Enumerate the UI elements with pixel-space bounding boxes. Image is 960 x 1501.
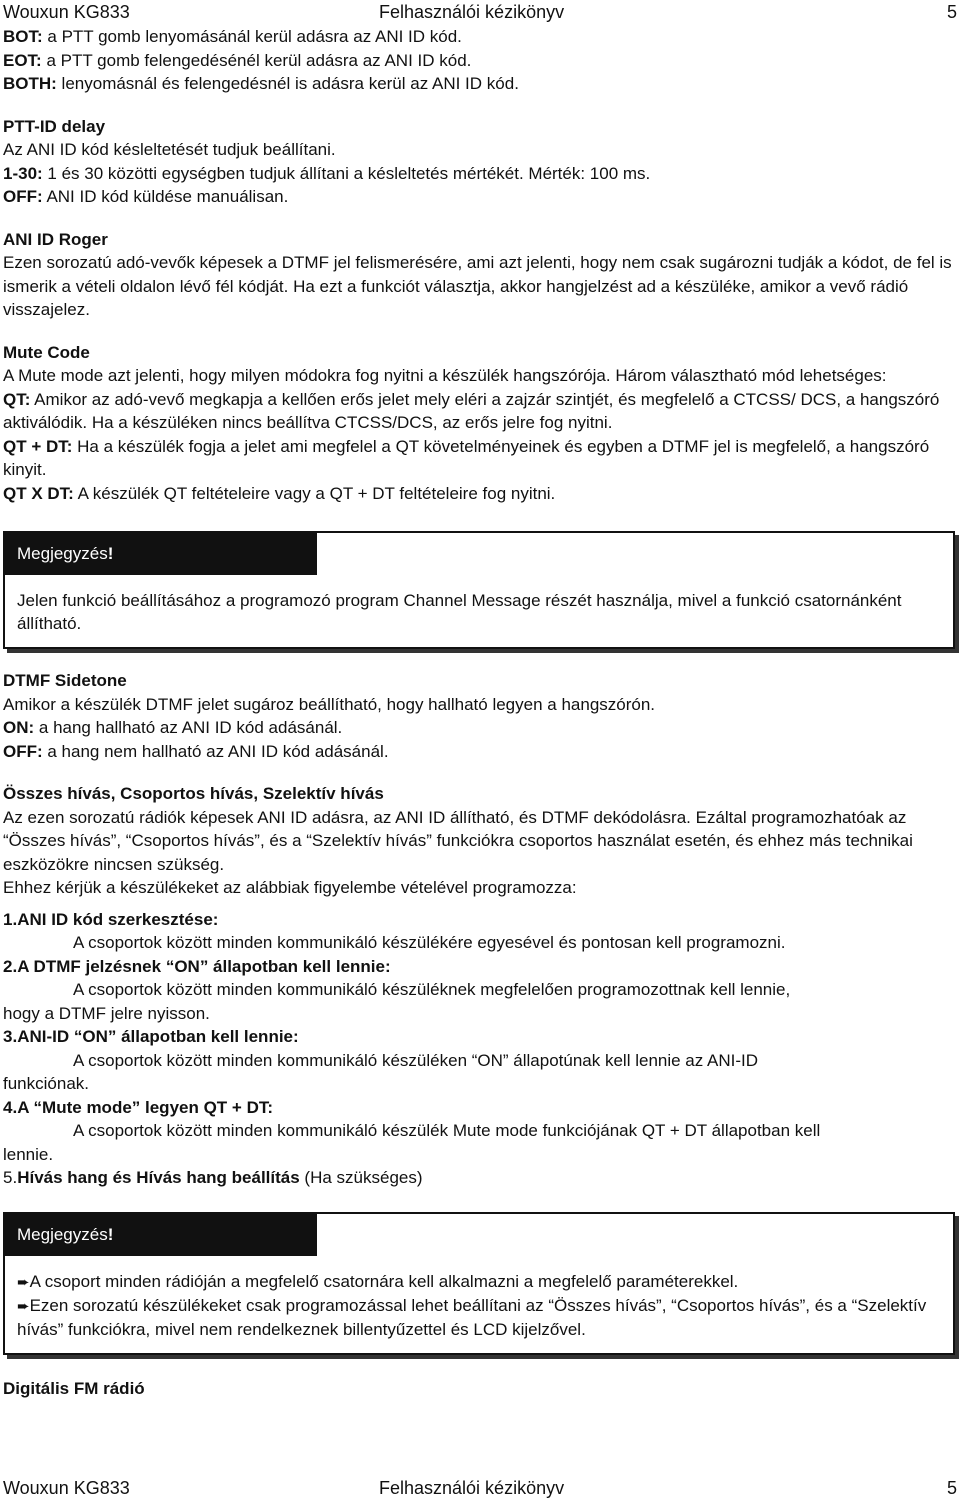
- mute-qt-text: Amikor az adó-vevő megkapja a kellően erős jelet mely eléri a zajzár szintjét, és megfelelő a CTCSS/ DCS, a hangszóró aktiválódik. Ha a készüléken nincs beállítva CTCSS/DCS, az erős jelre fog nyitni.: [3, 389, 940, 432]
- note-1-exclamation: !: [107, 544, 114, 563]
- dtmf-sidetone-heading: [3, 669, 955, 693]
- note-2-body: [5, 1256, 953, 1353]
- dtmf-sidetone-off-term: OFF:: [3, 741, 43, 761]
- note-2-exclamation: !: [107, 1224, 114, 1244]
- dtmf-sidetone-on: [3, 716, 955, 740]
- ptt-delay-intro: Az ANI ID kód késleltetését tudjuk beállítani.: [3, 140, 336, 159]
- both-term: BOTH:: [3, 74, 57, 93]
- list-item-2-title: [3, 955, 955, 979]
- digital-fm-heading: [3, 1377, 955, 1401]
- mute-qt-dt: [3, 435, 955, 482]
- digital-fm-title: Digitális FM rádió: [3, 1378, 145, 1398]
- mute-code-text: A Mute mode azt jelenti, hogy milyen módokra fog nyitni a készülék hangszórója. Három választható mód lehetséges:: [3, 366, 887, 385]
- list-item-3-number: 3.: [3, 1027, 18, 1046]
- list-item-4-title: [3, 1096, 955, 1120]
- footer-product: Wouxun KG833: [3, 1478, 130, 1498]
- note-box-2: [3, 1212, 955, 1355]
- ptt-delay-option-1-term: 1-30:: [3, 163, 43, 183]
- both-line: [3, 72, 955, 96]
- dtmf-sidetone-on-term: ON:: [3, 718, 35, 737]
- list-item-5-number: 5.: [3, 1168, 18, 1187]
- note-2-bullet-1-text: A csoport minden rádióján a megfelelő csatornára kell alkalmazni a megfelelő paraméterekkel.: [29, 1271, 739, 1291]
- eot-text: a PTT gomb felengedésénél kerül adásra az ANI ID kód.: [41, 50, 472, 70]
- list-item-5-heading: Hívás hang és Hívás hang beállítás: [17, 1168, 300, 1187]
- mute-qt-term: QT:: [3, 389, 31, 409]
- list-item-1-number: 1.: [3, 909, 18, 929]
- group-calls-text-2: Ehhez kérjük a készülékeket az alábbiak figyelembe vételével programozza:: [3, 878, 577, 897]
- list-item-5-suffix: (Ha szükséges): [299, 1168, 423, 1187]
- header-product: Wouxun KG833: [3, 2, 130, 22]
- header-page-number: 5: [946, 2, 957, 22]
- note-2-bullet-2: [17, 1294, 941, 1341]
- dtmf-sidetone-on-text: a hang hallható az ANI ID kód adásánál.: [34, 718, 343, 737]
- note-2-bullet-2-text: Ezen sorozatú készülékeket csak programozással lehet beállítani az “Összes hívás”, “Csoportos hívás”, és a “Szelektív hívás” funkciókra, mivel nem rendelkeznek billentyűzettel és LCD kijelzővel.: [17, 1295, 927, 1339]
- footer-page-number: 5: [946, 1478, 957, 1498]
- ptt-delay-option-1-text: 1 és 30 közötti egységben tudjuk állítani a késleltetés mértékét. Mérték: 100 ms.: [42, 163, 651, 183]
- group-calls-title: Összes hívás, Csoportos hívás, Szelektív hívás: [3, 784, 384, 803]
- list-item-4-text: A csoportok között minden kommunikáló készülék Mute mode funkciójának QT + DT állapotban kell: [73, 1121, 821, 1140]
- arrow-right-icon: ➨: [17, 1297, 30, 1315]
- list-item-2-number: 2.: [3, 956, 18, 976]
- ani-roger-text: Ezen sorozatú adó-vevők képesek a DTMF jel felismerésére, ami azt jelenti, hogy nem csak sugározni tudják a kódot, de fel is ismerik a vételi oldalon lévő fél kódját. Ha ezt a funkciót választja, akkor hangjelzést ad a készüléke, amikor a vevő rádió visszajelez.: [3, 253, 952, 319]
- mute-qt-dt-text: Ha a készülék fogja a jelet ami megfelel a QT követelményeinek és egyben a DTMF jel is megfelelő, a hangszóró kinyit.: [3, 436, 930, 479]
- mute-qt-x-dt: [3, 482, 955, 506]
- list-item-5: [3, 1166, 955, 1190]
- group-calls-heading: [3, 782, 955, 806]
- header-manual-title: Felhasználói kézikönyv: [379, 2, 565, 22]
- list-item-3-text: A csoportok között minden kommunikáló készüléken “ON” állapotúnak kell lennie az ANI-ID: [73, 1050, 759, 1070]
- ptt-delay-option-2-text: ANI ID kód küldése manuálisan.: [42, 187, 289, 206]
- list-item-2-text: A csoportok között minden kommunikáló készüléknek megfelelően programozottnak kell lennie,: [73, 980, 791, 999]
- page-footer: [0, 1476, 960, 1500]
- bot-term: BOT:: [3, 27, 43, 46]
- list-item-3-heading: ANI-ID “ON” állapotban kell lennie:: [17, 1027, 299, 1046]
- bot-line: [3, 25, 955, 49]
- dtmf-sidetone-off: [3, 740, 955, 764]
- note-2-title: Megjegyzés: [17, 1224, 108, 1244]
- note-2-bullet-1: [17, 1270, 941, 1294]
- list-item-4-number: 4.: [3, 1097, 18, 1117]
- list-item-1-text: A csoportok között minden kommunikáló készülékére egyesével és pontosan kell programozni.: [73, 933, 786, 952]
- mute-qt-x-dt-term: QT X DT:: [3, 483, 74, 503]
- list-item-3-title: [3, 1025, 955, 1049]
- eot-term: EOT:: [3, 50, 42, 70]
- list-item-3-text-cont: funkciónak.: [3, 1074, 89, 1093]
- arrow-right-icon: ➨: [17, 1273, 30, 1291]
- note-1-title-bar: [5, 533, 317, 575]
- note-1-body: Jelen funkció beállításához a programozó program Channel Message részét használja, mivel a funkció csatornánként állítható.: [17, 591, 902, 633]
- list-item-1-heading: ANI ID kód szerkesztése:: [17, 909, 219, 929]
- mute-code-title: Mute Code: [3, 342, 90, 362]
- list-item-4-text-cont: lennie.: [3, 1144, 54, 1164]
- mute-code-heading: [3, 341, 955, 365]
- ptt-delay-heading: [3, 115, 955, 139]
- note-1-title: Megjegyzés: [17, 544, 108, 563]
- mute-qt-dt-term: QT + DT:: [3, 436, 73, 456]
- page-content: [3, 25, 955, 1400]
- dtmf-sidetone-title: DTMF Sidetone: [3, 671, 127, 690]
- note-2-title-bar: [5, 1214, 317, 1256]
- dtmf-sidetone-off-text: a hang nem hallható az ANI ID kód adásánál.: [42, 741, 389, 761]
- list-item-1-title: [3, 908, 955, 932]
- mute-qt-x-dt-text: A készülék QT feltételeire vagy a QT + DT feltételeire fog nyitni.: [73, 483, 556, 503]
- list-item-2-text-cont: hogy a DTMF jelre nyisson.: [3, 1003, 210, 1023]
- list-item-2-heading: A DTMF jelzésnek “ON” állapotban kell lennie:: [17, 956, 391, 976]
- footer-manual-title: Felhasználói kézikönyv: [379, 1478, 565, 1498]
- eot-line: [3, 49, 955, 73]
- both-text: lenyomásnál és felengedésnél is adásra kerül az ANI ID kód.: [56, 74, 519, 93]
- bot-text: a PTT gomb lenyomásánál kerül adásra az ANI ID kód.: [42, 27, 462, 46]
- list-item-4-heading: A “Mute mode” legyen QT + DT:: [17, 1097, 274, 1117]
- ani-roger-title: ANI ID Roger: [3, 229, 108, 249]
- group-calls-text: Az ezen sorozatú rádiók képesek ANI ID adásra, az ANI ID állítható, és DTMF dekódolásra. Ezáltal programozhatóak az “Összes hívás”, “Csoportos hívás”, és a “Szelektív hívás” funkciókra csoportos használat esetén, és ehhez más technikai eszközökre nincsen szükség.: [3, 807, 913, 874]
- dtmf-sidetone-intro: Amikor a készülék DTMF jelet sugároz beállítható, hogy hallható legyen a hangszórón.: [3, 694, 656, 714]
- ptt-delay-option-1: [3, 162, 955, 186]
- ani-roger-heading: [3, 228, 955, 252]
- mute-qt: [3, 388, 955, 435]
- ptt-delay-option-2-term: OFF:: [3, 187, 43, 206]
- ptt-delay-title: PTT-ID delay: [3, 116, 106, 136]
- page-header: [0, 0, 960, 24]
- ptt-delay-option-2: [3, 185, 955, 209]
- note-box-1: [3, 531, 955, 649]
